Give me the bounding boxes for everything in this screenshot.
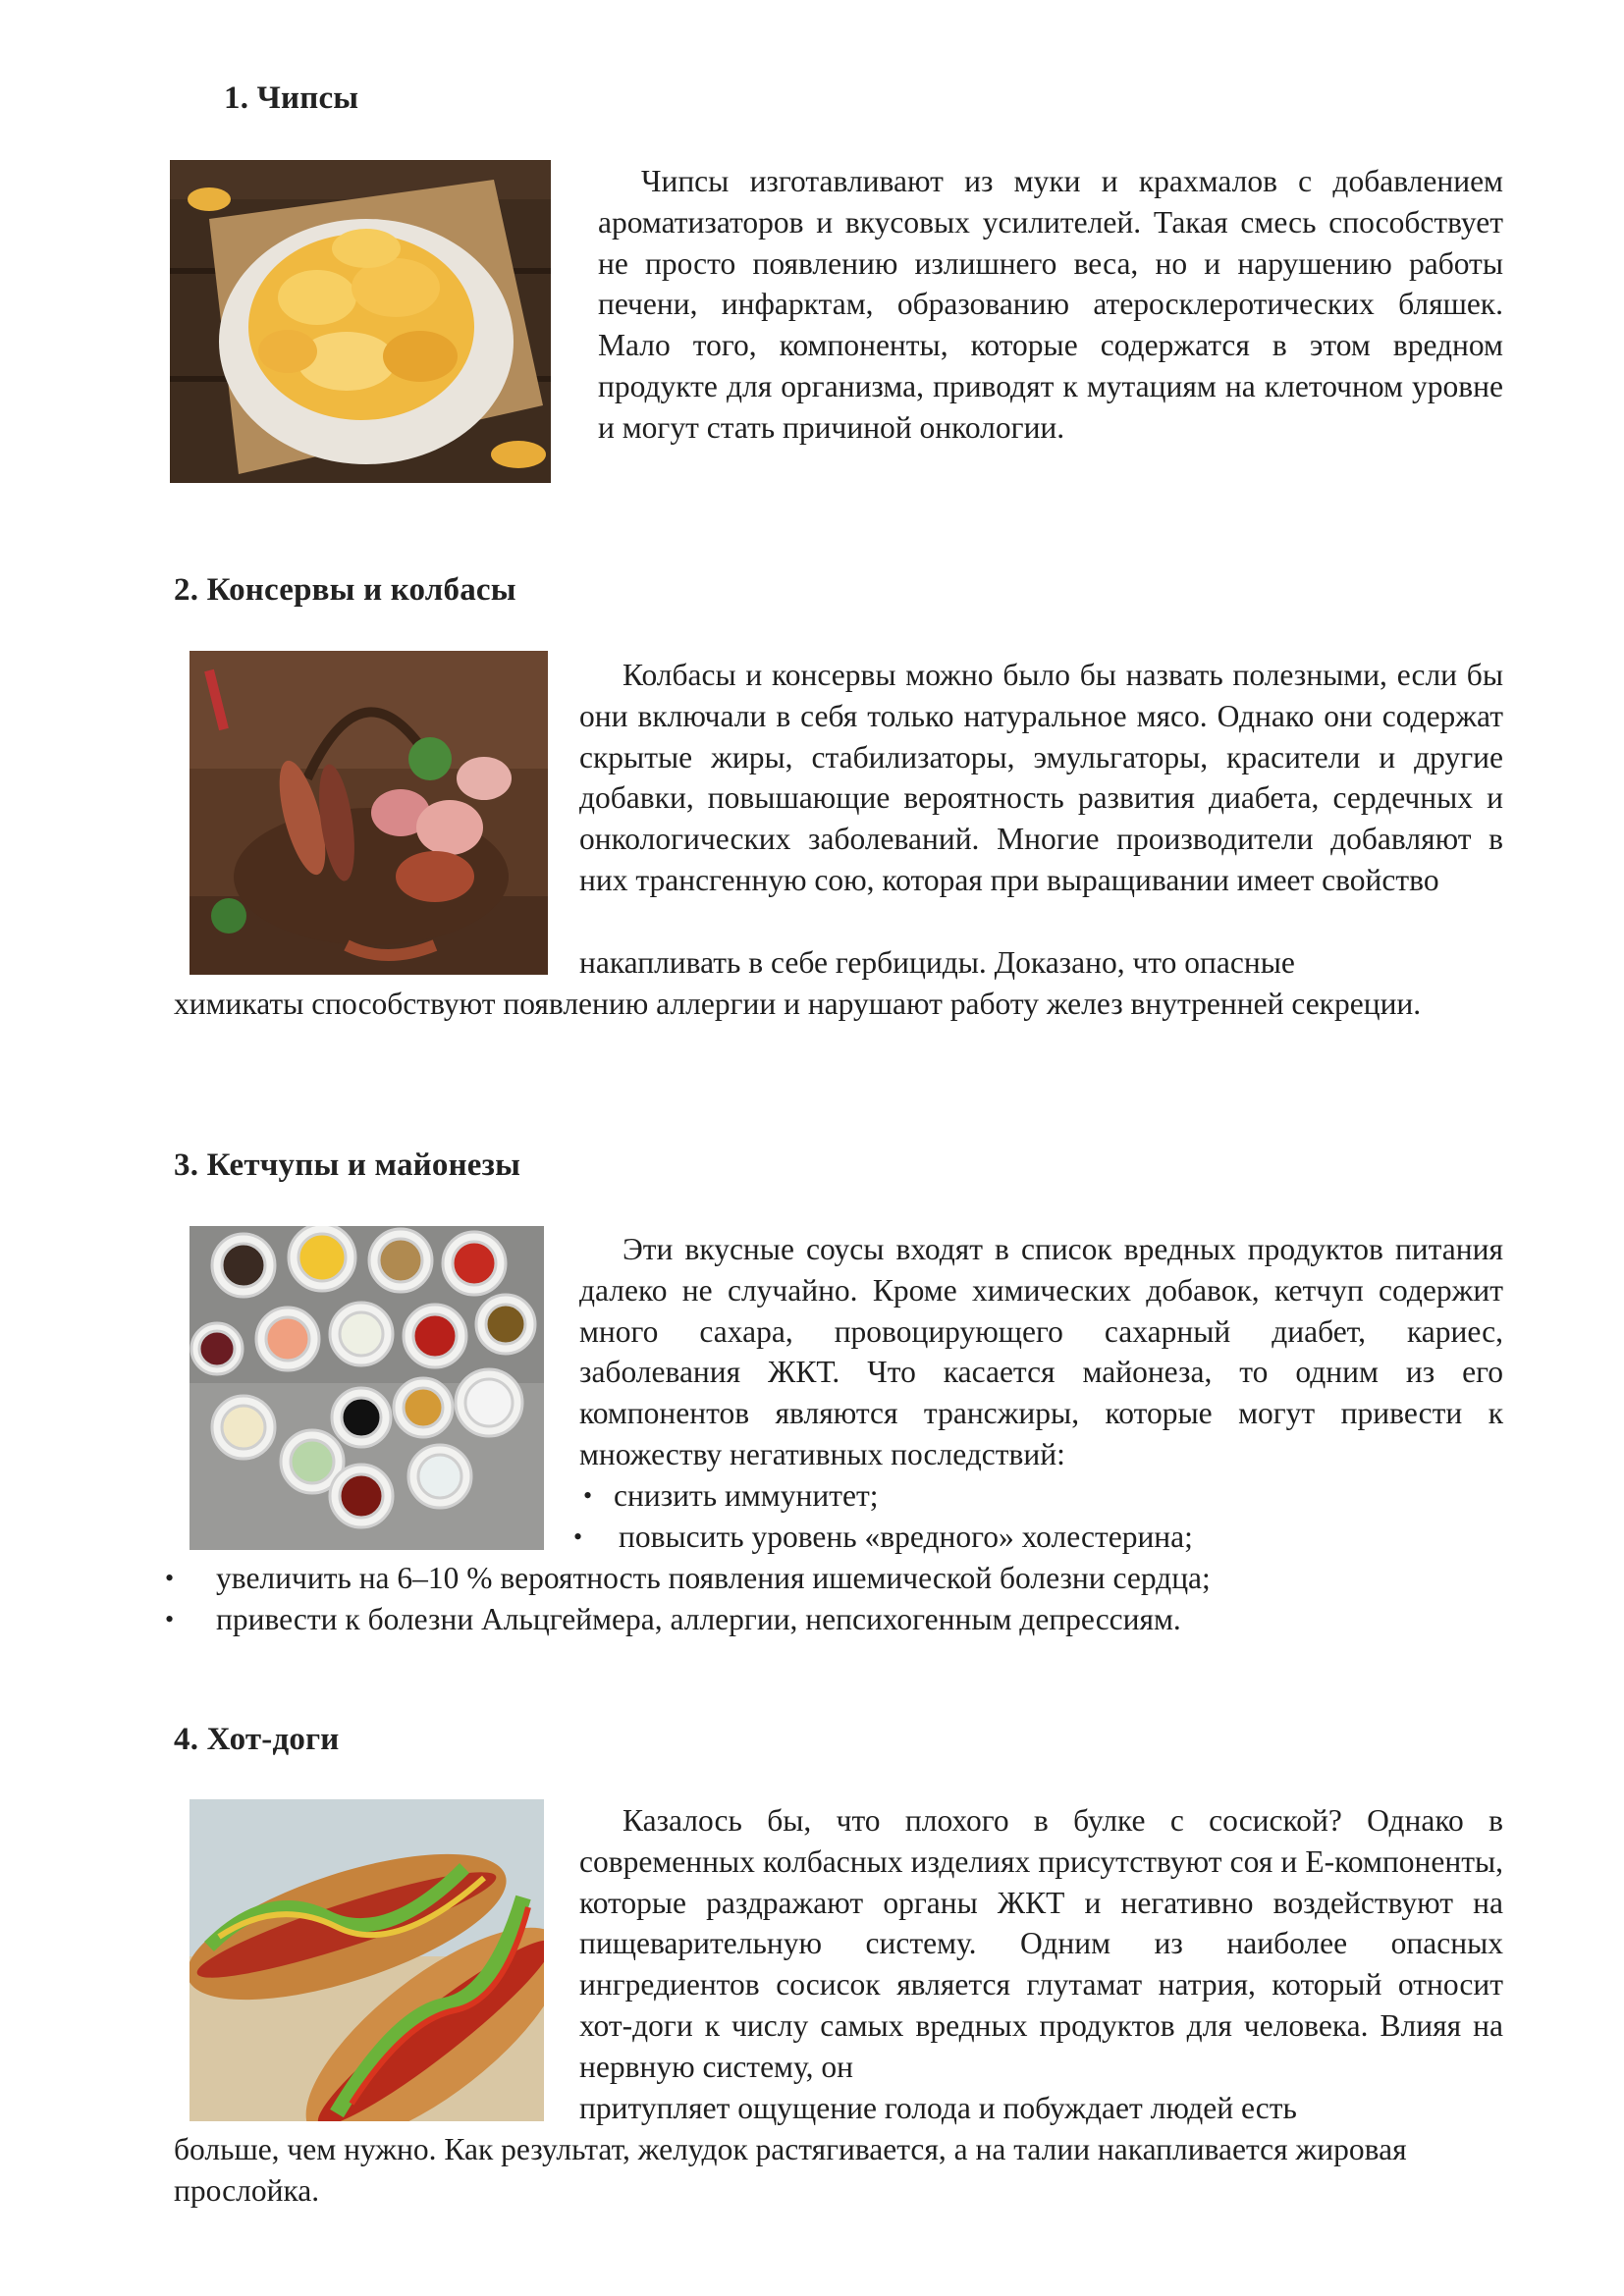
bullet-dot: • xyxy=(165,1605,175,1633)
ketchup-mayo-paragraph: Эти вкусные соусы входят в список вредных продуктов питания далеко не случайно. Кроме химических добавок, кетчуп содержит много сахара, провоцирующего сахарный диабет, кариес, заболевания ЖКТ. Что касается майонеза, то одним из его компонентов являются трансжиры, которые могут привести к множеству негативных последствий: xyxy=(579,1232,1503,1471)
bullet-dot: • xyxy=(165,1564,175,1592)
bullet-item-4: привести к болезни Альцгеймера, аллергии, непсихогенным депрессиям. xyxy=(216,1602,1181,1636)
hot-dogs-image xyxy=(189,1799,544,2121)
canned-sausages-paragraph: Колбасы и консервы можно было бы назвать полезными, если бы они включали в себя только натуральное мясо. Однако они содержат скрытые жиры, стабилизаторы, эмульгаторы, красители и другие добавки, повышающие вероятность развития диабета, сердечных и онкологических заболеваний. Многие производители добавляют в них трансгенную сою, которая при выращивании имеет свойство xyxy=(579,658,1503,897)
hot-dogs-paragraph-continued: больше, чем нужно. Как результат, желудок растягивается, а на талии накапливается жировая прослойка. xyxy=(174,2132,1407,2208)
canned-sausages-paragraph-continued: химикаты способствуют появлению аллергии и нарушают работу желез внутренней секреции. xyxy=(174,987,1422,1021)
bullet-dot: • xyxy=(573,1522,583,1551)
section-heading-chips: 1. Чипсы xyxy=(224,80,359,116)
sausage-basket-image xyxy=(189,651,548,975)
sauces-image xyxy=(189,1226,544,1550)
hot-dogs-paragraph-line: притупляет ощущение голода и побуждает людей есть xyxy=(579,2091,1297,2125)
bullet-dot: • xyxy=(583,1481,593,1510)
hot-dogs-paragraph: Казалось бы, что плохого в булке с сосиской? Однако в современных колбасных изделиях присутствуют соя и Е-компоненты, которые раздражают органы ЖКТ и негативно воздействуют на пищеварительную систему. Одним из наиболее опасных ингредиентов сосисок является глутамат натрия, который относит хот-доги к числу самых вредных продуктов для человека. Влияя на нервную систему, он xyxy=(579,1803,1503,2084)
bullet-item-2: повысить уровень «вредного» холестерина; xyxy=(619,1520,1193,1554)
chips-image xyxy=(170,160,551,483)
bullet-item-3: увеличить на 6–10 % вероятность появления ишемической болезни сердца; xyxy=(216,1561,1211,1595)
bullet-item-1: снизить иммунитет; xyxy=(614,1478,879,1513)
section-heading-ketchup-mayo: 3. Кетчупы и майонезы xyxy=(174,1148,521,1183)
chips-paragraph: Чипсы изготавливают из муки и крахмалов с добавлением ароматизаторов и вкусовых усилителей. Такая смесь способствует не просто появлению излишнего веса, но и нарушению работы печени, инфарктам, образованию атеросклеротических бляшек. Мало того, компоненты, которые содержатся в этом вредном продукте для организма, приводят к мутациям на клеточном уровне и могут стать причиной онкологии. xyxy=(598,164,1503,445)
canned-sausages-paragraph-line: накапливать в себе гербициды. Доказано, что опасные xyxy=(579,945,1295,980)
section-heading-canned-sausages: 2. Консервы и колбасы xyxy=(174,572,516,608)
section-heading-hot-dogs: 4. Хот-доги xyxy=(174,1722,340,1757)
